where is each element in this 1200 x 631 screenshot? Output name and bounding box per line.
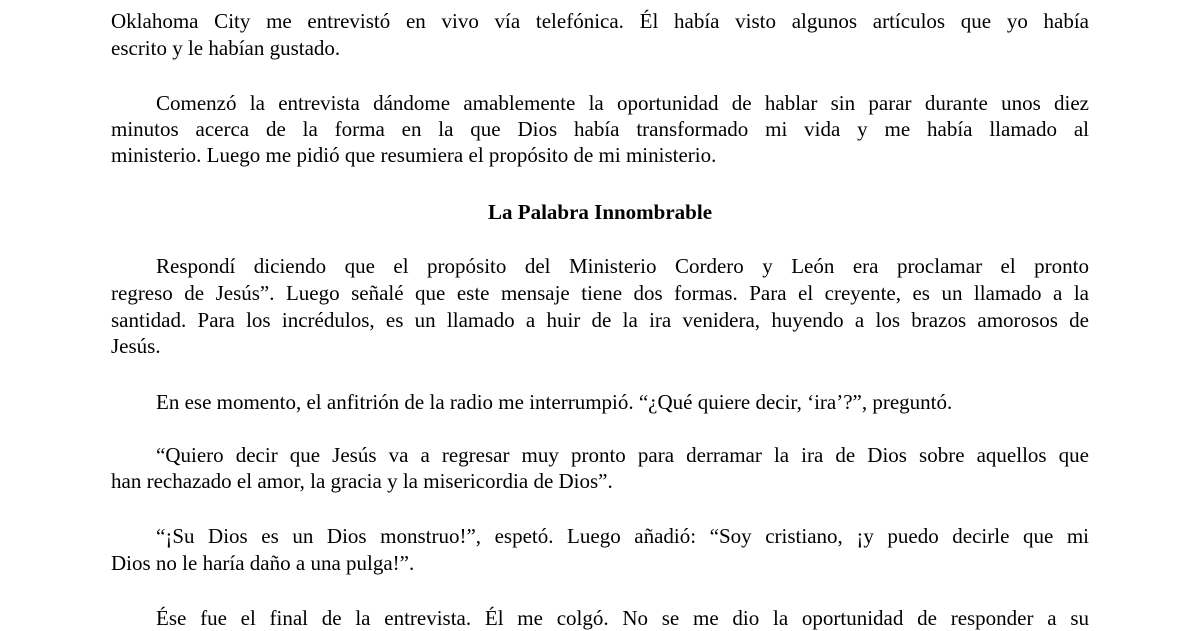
section-heading: La Palabra Innombrable <box>487 200 713 224</box>
paragraph-5-line: “Quiero decir que Jesús va a regresar muy pronto para derramar la ira de Dios sobre aquellos que <box>156 443 1089 467</box>
paragraph-1-line: Oklahoma City me entrevistó en vivo vía telefónica. Él había visto algunos artículos que yo había <box>111 9 1089 33</box>
paragraph-3-line: regreso de Jesús”. Luego señalé que este mensaje tiene dos formas. Para el creyente, es un llamado a la <box>111 281 1089 305</box>
paragraph-3-line: santidad. Para los incrédulos, es un llamado a huir de la ira venidera, huyendo a los brazos amorosos de <box>111 308 1089 332</box>
paragraph-2-line: ministerio. Luego me pidió que resumiera el propósito de mi ministerio. <box>111 143 717 167</box>
paragraph-6-line: Dios no le haría daño a una pulga!”. <box>111 551 415 575</box>
paragraph-2-line: Comenzó la entrevista dándome amablemente la oportunidad de hablar sin parar durante unos diez <box>156 91 1089 115</box>
paragraph-2-line: minutos acerca de la forma en la que Dios había transformado mi vida y me había llamado al <box>111 117 1089 141</box>
paragraph-3-line: Respondí diciendo que el propósito del Ministerio Cordero y León era proclamar el pronto <box>156 254 1089 278</box>
paragraph-4-line: En ese momento, el anfitrión de la radio me interrumpió. “¿Qué quiere decir, ‘ira’?”, preguntó. <box>156 390 953 414</box>
paragraph-7-line: Ése fue el final de la entrevista. Él me colgó. No se me dio la oportunidad de responder a su <box>156 606 1089 630</box>
paragraph-3-line: Jesús. <box>111 334 161 358</box>
paragraph-1-line: escrito y le habían gustado. <box>111 36 341 60</box>
paragraph-5-line: han rechazado el amor, la gracia y la misericordia de Dios”. <box>111 469 613 493</box>
paragraph-6-line: “¡Su Dios es un Dios monstruo!”, espetó. Luego añadió: “Soy cristiano, ¡y puedo decirle que mi <box>156 524 1089 548</box>
